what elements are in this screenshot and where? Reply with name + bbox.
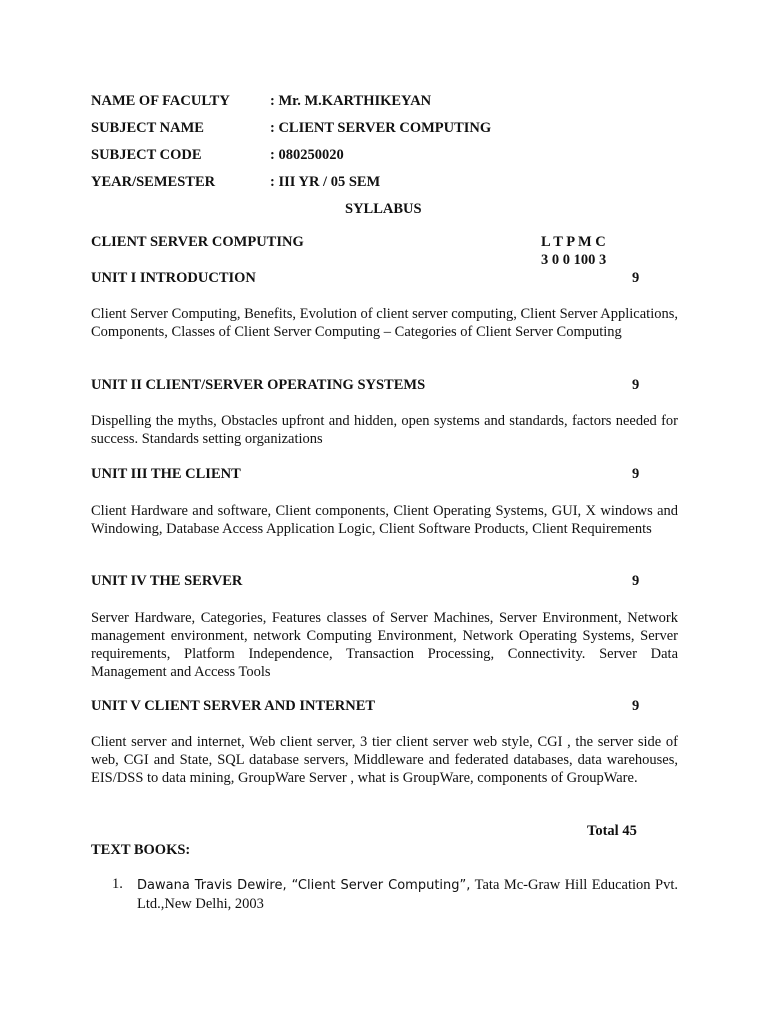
unit-title: UNIT IV THE SERVER <box>91 573 243 589</box>
unit-content: Client server and internet, Web client server, 3 tier client server web style, CGI , the server side of web, CGI and State, SQL database servers, Middleware and federated databases, data warehouses, EIS/DSS to data mining, GroupWare Server , what is GroupWare, components of GroupWare. <box>91 734 678 786</box>
year-semester-value: : III YR / 05 SEM <box>270 174 381 190</box>
year-semester-label: YEAR/SEMESTER <box>91 174 216 190</box>
faculty-label: NAME OF FACULTY <box>91 93 230 109</box>
unit-content: Client Hardware and software, Client components, Client Operating Systems, GUI, X windows and Windowing, Database Access Application Logic, Client Software Products, Client Requirements <box>91 503 678 537</box>
unit-content: Dispelling the myths, Obstacles upfront and hidden, open systems and standards, factors needed for success. Standards setting organizations <box>91 413 678 447</box>
ltpmc-label: L T P M C <box>541 234 606 250</box>
text-book-number: 1. <box>112 876 123 892</box>
faculty-value: : Mr. M.KARTHIKEYAN <box>270 93 432 109</box>
unit-hours: 9 <box>632 270 640 286</box>
subject-code-label: SUBJECT CODE <box>91 147 202 163</box>
unit-hours: 9 <box>632 698 640 714</box>
text-books-heading: TEXT BOOKS: <box>91 842 191 858</box>
subject-name-value: : CLIENT SERVER COMPUTING <box>270 120 492 136</box>
unit-hours: 9 <box>632 466 640 482</box>
text-book-entry <box>137 876 678 913</box>
unit-title: UNIT II CLIENT/SERVER OPERATING SYSTEMS <box>91 377 426 393</box>
text-book-publisher: Tata Mc-Graw Hill Education Pvt. Ltd.,New Delhi, 2003 <box>137 877 678 912</box>
syllabus-title: SYLLABUS <box>345 201 422 217</box>
unit-title: UNIT III THE CLIENT <box>91 466 241 482</box>
unit-title: UNIT I INTRODUCTION <box>91 270 256 286</box>
unit-content: Server Hardware, Categories, Features classes of Server Machines, Server Environment, Network management environment, network Computing Environment, Network Operating Systems, Server requirements, Platform Independence, Transaction Processing, Connectivity. Server Data Management and Access Tools <box>91 610 678 680</box>
course-title: CLIENT SERVER COMPUTING <box>91 234 304 250</box>
subject-code-value: : 080250020 <box>270 147 344 163</box>
ltpmc-values: 3 0 0 100 3 <box>541 252 607 268</box>
subject-name-label: SUBJECT NAME <box>91 120 204 136</box>
unit-hours: 9 <box>632 573 640 589</box>
unit-content: Client Server Computing, Benefits, Evolution of client server computing, Client Server Applications, Components, Classes of Client Server Computing – Categories of Client Server Computing <box>91 306 678 340</box>
total-hours: Total 45 <box>587 823 637 839</box>
unit-title: UNIT V CLIENT SERVER AND INTERNET <box>91 698 376 714</box>
unit-hours: 9 <box>632 377 640 393</box>
text-book-authors-title: Dawana Travis Dewire, “Client Server Computing”, <box>137 878 471 893</box>
